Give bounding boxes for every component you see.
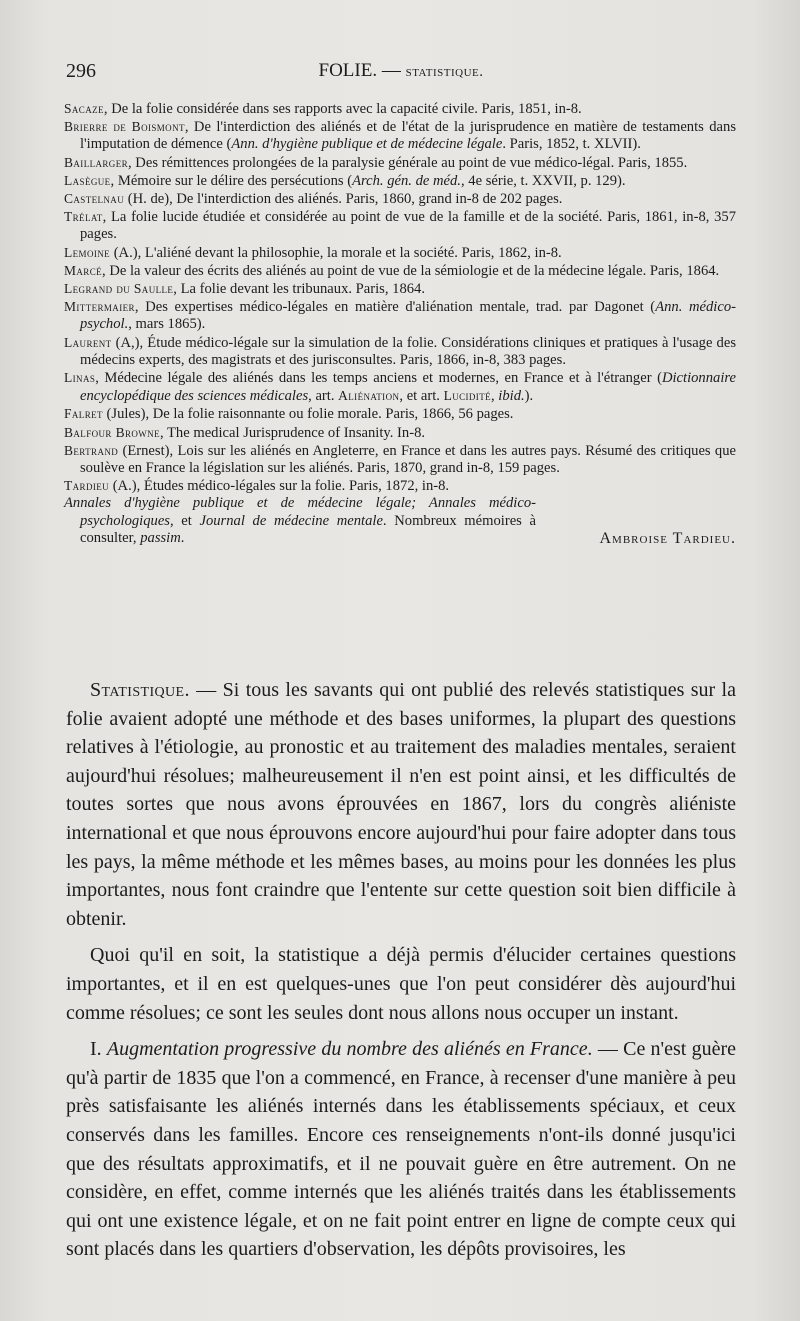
section-heading: Augmentation progressive du nombre des aliénés en France. — [106, 1038, 593, 1061]
paragraph-section-one: I. Augmentation progressive du nombre des aliénés en France. — Ce n'est guère qu'à partir de 1835 que l'on a commencé, en France, à recenser d'une manière à peu près satisfaisante les aliénés internés dans les établissements spéciaux, et ceux conservés dans les familles. Encore ces renseignements n'ont-ils donné jusqu'ici que des résultats approximatifs, et il ne pouvait guère en être autrement. On ne considère, en effet, comme internés que les aliénés traités dans les établissements qui ont une existence légale, et on ne fait point entrer en ligne de compte ceux qui sont placés dans les quartiers d'observation, les dépôts provisoires, les — [66, 1038, 736, 1261]
bibliography-entry: Castelnau (H. de), De l'interdiction des aliénés. Paris, 1860, grand in-8 de 202 pages. — [64, 191, 563, 208]
bibliography-entry: Tardieu (A.), Études médico-légales sur la folie. Paris, 1872, in-8. — [64, 478, 450, 495]
paragraph-body: Quoi qu'il en soit, la statistique a déjà permis d'élucider certaines questions importantes, et il en est quelques-unes que l'on peut considérer dès aujourd'hui comme résolues; ce sont les seules dont nous allons nous occuper un instant. — [66, 944, 736, 1024]
bibliography-entry: Laurent (A,), Étude médico-légale sur la simulation de la folie. Considérations cliniques et pratiques à l'usage des médecins experts, des magistrats et des jurisconsultes. Paris, 1866, in-8, 383 pages. — [64, 334, 736, 368]
page-number: 296 — [66, 60, 96, 82]
bibliography-entry: Annales d'hygiène publique et de médecine légale; Annales médico-psychologiques, et Journal de médecine mentale. Nombreux mémoires à consulter, passim. — [64, 495, 536, 546]
bibliography — [64, 100, 736, 547]
bibliography-entry: Sacaze, De la folie considérée dans ses rapports avec la capacité civile. Paris, 1851, in-8. — [64, 101, 582, 117]
section-label: Statistique. — [90, 679, 190, 701]
bibliography-entry: Lasègue, Mémoire sur le délire des persécutions (Arch. gén. de méd., 4e série, t. XXVII, p. 129). — [64, 172, 626, 189]
paragraph-statistique: Statistique. — Si tous les savants qui ont publié des relevés statistiques sur la folie avaient adopté une méthode et des bases uniformes, la plupart des questions relatives à l'étiologie, au pronostic et au traitement des maladies mentales, seraient aujourd'hui résolues; malheureusement il n'en est point ainsi, et les difficultés de toutes sortes que nous avons éprouvées en 1867, lors du congrès aliéniste international et que nous éprouvons encore aujourd'hui pour faire adopter dans tous les pays, la même méthode et les mêmes bases, au moins pour les données les plus importantes, nous font craindre que l'entente sur cette question soit bien difficile à obtenir. — [66, 679, 736, 930]
bibliography-entry: Mittermaier, Des expertises médico-légales en matière d'aliénation mentale, trad. par Dagonet (Ann. médico-psychol., mars 1865). — [64, 299, 736, 333]
bibliography-entry: Linas, Médecine légale des aliénés dans les temps anciens et modernes, en France et à l'étranger (Dictionnaire encyclopédique des sciences médicales, art. Aliénation, et art. Lucidité, ibid.). — [64, 370, 736, 405]
bibliography-entry: Balfour Browne, The medical Jurisprudence of Insanity. In-8. — [64, 424, 426, 441]
bibliography-entry: Bertrand (Ernest), Lois sur les aliénés en Angleterre, en France et dans les autres pays. Résumé des critiques que soulève en France la législation sur les aliénés. Paris, 1870, grand in-8, 159 pages. — [64, 442, 736, 477]
running-title-dash: — — [377, 60, 406, 81]
bibliography-entry: Trélat, La folie lucide étudiée et considérée au point de vue de la famille et de la société. Paris, 1861, in-8, 357 pages. — [64, 209, 736, 243]
bibliography-entry: Legrand du Saulle, La folie devant les tribunaux. Paris, 1864. — [64, 281, 425, 298]
bibliography-entry: Brierre de Boismont, De l'interdiction des aliénés et de l'état de la jurisprudence en matière de testaments dans l'imputation de démence (Ann. d'hygiène publique et de médecine légale. Paris, 1852, t. XLVII). — [64, 119, 736, 153]
running-title-main: FOLIE. — [318, 60, 378, 81]
main-text — [66, 676, 736, 1264]
bibliography-entry: Falret (Jules), De la folie raisonnante ou folie morale. Paris, 1866, 56 pages. — [64, 406, 514, 423]
running-title — [66, 60, 736, 82]
bibliography-entry: Marcé, De la valeur des écrits des aliénés au point de vue de la sémiologie et de la médecine légale. Paris, 1864. — [64, 262, 720, 279]
bibliography-entry: Baillarger, Des rémittences prolongées de la paralysie générale au point de vue médico-légal. Paris, 1855. — [64, 154, 688, 171]
author-signature: Ambroise Tardieu. — [599, 529, 736, 547]
running-header — [66, 60, 736, 88]
bibliography-entry: Lemoine (A.), L'aliéné devant la philosophie, la morale et la société. Paris, 1862, in-8. — [64, 244, 562, 261]
running-title-sub: statistique. — [405, 64, 484, 80]
